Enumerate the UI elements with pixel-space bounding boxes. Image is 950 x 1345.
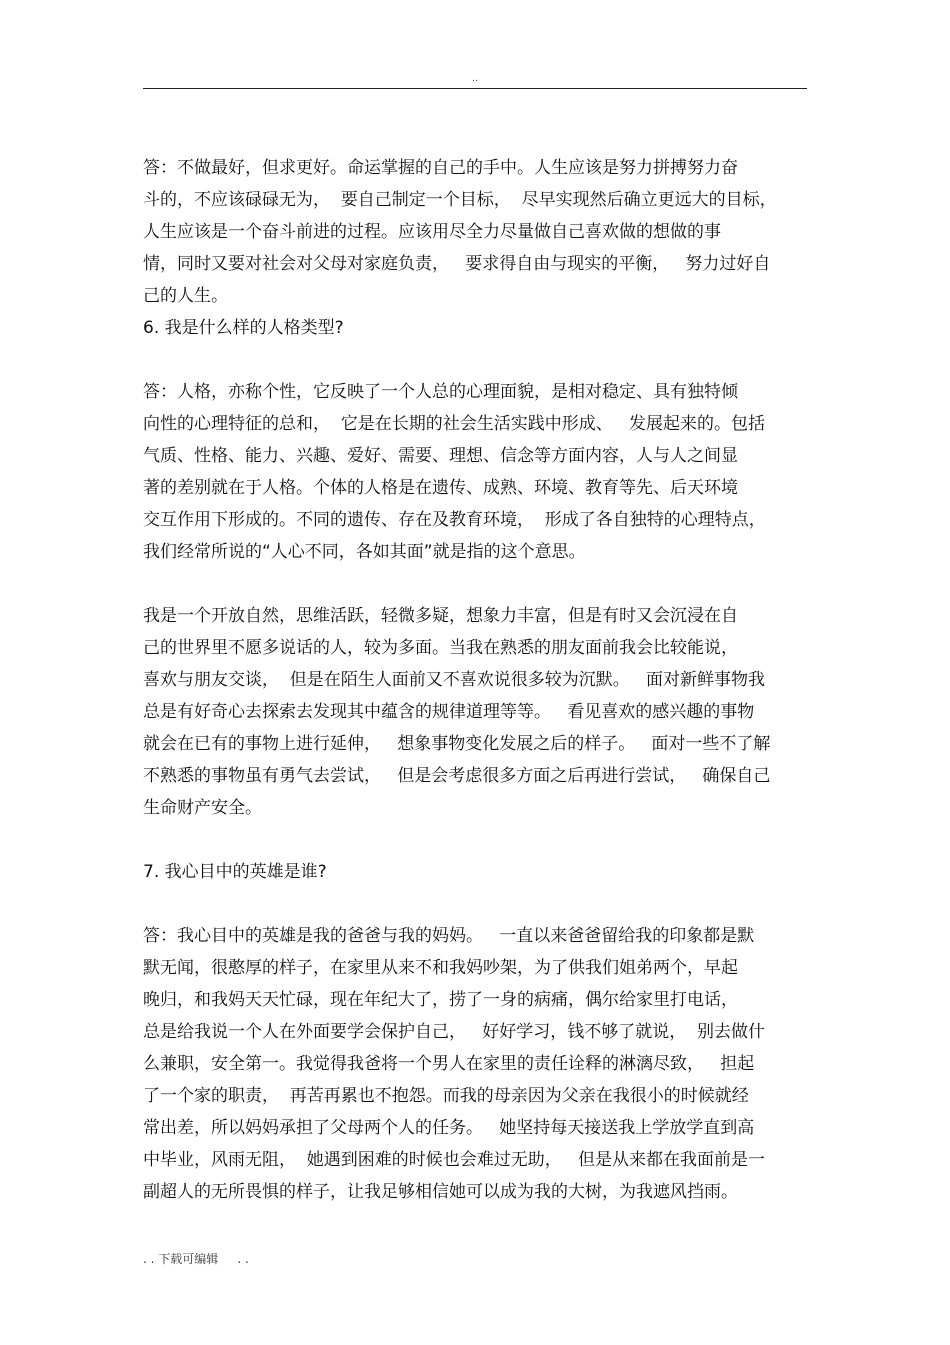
blank-line bbox=[143, 568, 807, 600]
text-line: 斗的，不应该碌碌无为， 要自己制定一个目标， 尽早实现然后确立更远大的目标， bbox=[143, 190, 777, 210]
text-line: 己的人生。 bbox=[143, 286, 228, 306]
text-line: 总是给我说一个人在外面要学会保护自己， 好好学习，钱不够了就说， 别去做什 bbox=[143, 1022, 766, 1042]
text-line: 答：人格，亦称个性，它反映了一个人总的心理面貌，是相对稳定、具有独特倾 bbox=[143, 382, 738, 402]
blank-line bbox=[143, 824, 807, 856]
text-line: 己的世界里不愿多说话的人，较为多面。当我在熟悉的朋友面前我会比较能说， bbox=[143, 638, 738, 658]
text-line: 情，同时又要对社会对父母对家庭负责， 要求得自由与现实的平衡， 努力过好自 bbox=[143, 254, 771, 274]
text-line: 晚归，和我妈天天忙碌，现在年纪大了，捞了一身的病痛，偶尔给家里打电话， bbox=[143, 990, 738, 1010]
text-line: 生命财产安全。 bbox=[143, 798, 262, 818]
header-mark: .. bbox=[472, 74, 478, 84]
text-line: 中毕业，风雨无阻， 她遇到困难的时候也会难过无助， 但是从来都在我面前是一 bbox=[143, 1150, 766, 1170]
document-body bbox=[143, 152, 807, 1208]
text-line: 我是一个开放自然，思维活跃，轻微多疑，想象力丰富，但是有时又会沉浸在自 bbox=[143, 606, 738, 626]
header-rule bbox=[143, 88, 807, 89]
blank-line bbox=[143, 888, 807, 920]
text-line: 人生应该是一个奋斗前进的过程。应该用尽全力尽量做自己喜欢做的想做的事 bbox=[143, 222, 721, 242]
blank-line bbox=[143, 344, 807, 376]
text-line: 了一个家的职责， 再苦再累也不抱怨。而我的母亲因为父亲在我很小的时候就经 bbox=[143, 1086, 749, 1106]
text-line: 总是有好奇心去探索去发现其中蕴含的规律道理等等。 看见喜欢的感兴趣的事物 bbox=[143, 702, 755, 722]
text-line: 默无闻，很憨厚的样子，在家里从来不和我妈吵架，为了供我们姐弟两个，早起 bbox=[143, 958, 738, 978]
text-line: 7. 我心目中的英雄是谁? bbox=[143, 862, 327, 882]
text-line: 就会在已有的事物上进行延伸， 想象事物变化发展之后的样子。 面对一些不了解 bbox=[143, 734, 771, 754]
text-line: 常出差，所以妈妈承担了父母两个人的任务。 她坚持每天接送我上学放学直到高 bbox=[143, 1118, 755, 1138]
text-line: 喜欢与朋友交谈， 但是在陌生人面前又不喜欢说很多较为沉默。 面对新鲜事物我 bbox=[143, 670, 766, 690]
text-line: 向性的心理特征的总和， 它是在长期的社会生活实践中形成、 发展起来的。包括 bbox=[143, 414, 766, 434]
text-line: 答：我心目中的英雄是我的爸爸与我的妈妈。 一直以来爸爸留给我的印象都是默 bbox=[143, 926, 755, 946]
page-footer: . . 下载可编辑 . . bbox=[143, 1252, 249, 1266]
text-line: 副超人的无所畏惧的样子，让我足够相信她可以成为我的大树，为我遮风挡雨。 bbox=[143, 1182, 738, 1202]
text-line: 著的差别就在于人格。个体的人格是在遗传、成熟、环境、教育等先、后天环境 bbox=[143, 478, 738, 498]
text-line: 6. 我是什么样的人格类型? bbox=[143, 318, 344, 338]
text-line: 我们经常所说的“人心不同，各如其面”就是指的这个意思。 bbox=[143, 542, 586, 562]
text-line: 气质、性格、能力、兴趣、爱好、需要、理想、信念等方面内容，人与人之间显 bbox=[143, 446, 738, 466]
text-line: 交互作用下形成的。不同的遗传、存在及教育环境， 形成了各自独特的心理特点， bbox=[143, 510, 766, 530]
text-line: 不熟悉的事物虽有勇气去尝试， 但是会考虑很多方面之后再进行尝试， 确保自己 bbox=[143, 766, 771, 786]
text-line: 答：不做最好，但求更好。命运掌握的自己的手中。人生应该是努力拼搏努力奋 bbox=[143, 158, 738, 178]
text-line: 么兼职，安全第一。我觉得我爸将一个男人在家里的责任诠释的淋漓尽致， 担起 bbox=[143, 1054, 755, 1074]
